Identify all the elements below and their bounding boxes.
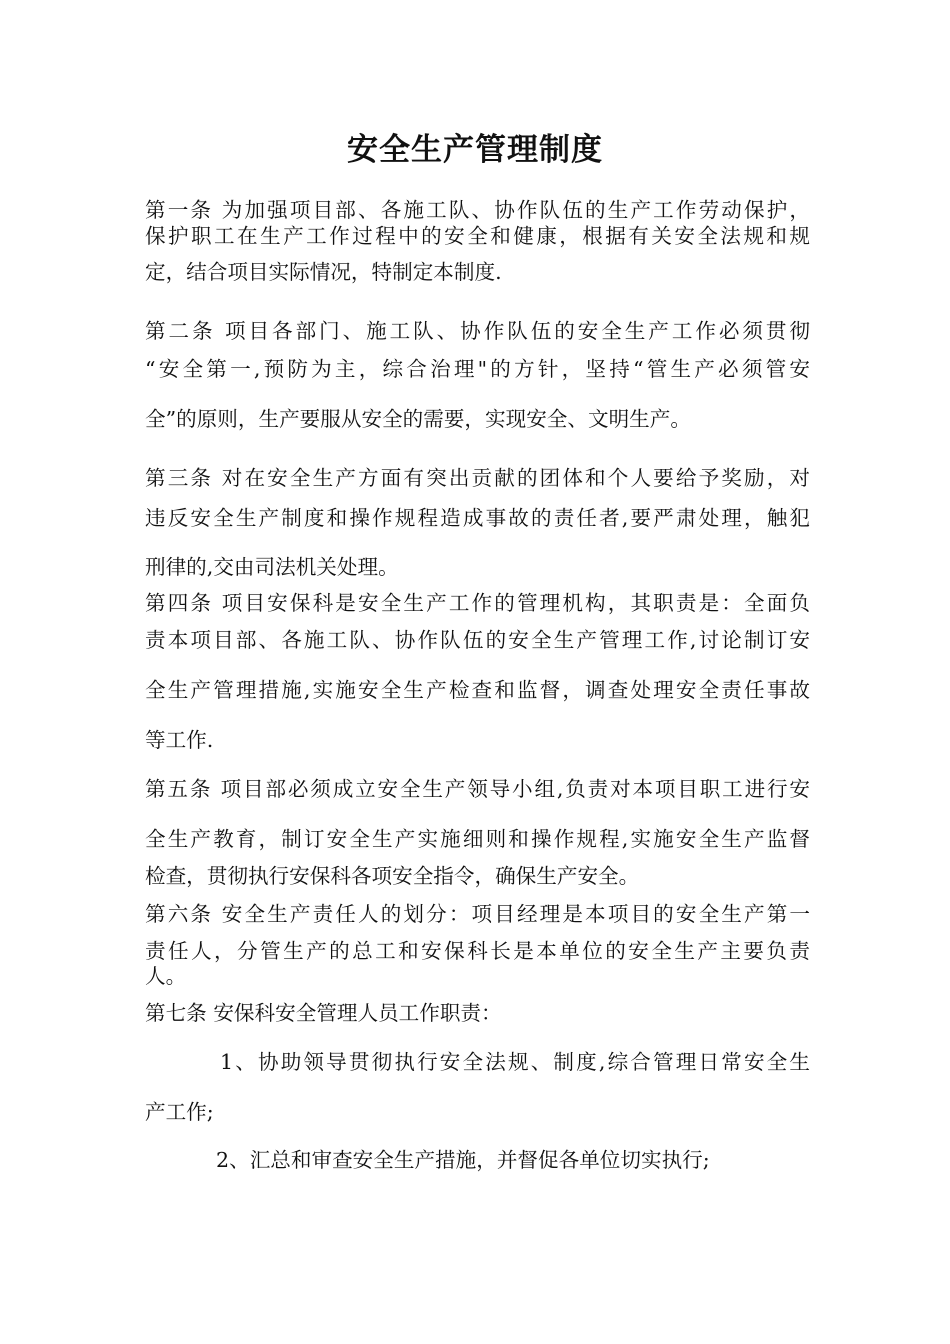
list-item-line: 1、协助领导贯彻执行安全法规、制度,综合管理日常安全生: [220, 1050, 810, 1074]
text-line: 第六条 安全生产责任人的划分：项目经理是本项目的安全生产第一: [145, 902, 810, 926]
text-line: 定，结合项目实际情况，特制定本制度.: [145, 260, 502, 284]
text-line: 人。: [145, 964, 187, 988]
text-line: “安全第一,预防为主，综合治理"的方针，坚持“管生产必须管安: [145, 357, 810, 381]
text-line: 全生产教育，制订安全生产实施细则和操作规程,实施安全生产监督: [145, 827, 810, 851]
text-line: 第七条 安保科安全管理人员工作职责：: [145, 1001, 502, 1025]
text-line: 责本项目部、各施工队、协作队伍的安全生产管理工作,讨论制订安: [145, 628, 810, 652]
text-line: 责任人，分管生产的总工和安保科长是本单位的安全生产主要负责: [145, 939, 810, 963]
list-item-line: 产工作;: [145, 1100, 214, 1124]
text-line: 全”的原则，生产要服从安全的需要，实现安全、文明生产。: [145, 407, 691, 431]
document-title: 安全生产管理制度: [347, 132, 603, 168]
text-line: 刑律的,交由司法机关处理。: [145, 555, 399, 579]
text-line: 第三条 对在安全生产方面有突出贡献的团体和个人要给予奖励，对: [145, 466, 810, 490]
text-line: 违反安全生产制度和操作规程造成事故的责任者,要严肃处理，触犯: [145, 506, 810, 530]
text-line: 全生产管理措施,实施安全生产检查和监督，调查处理安全责任事故: [145, 678, 810, 702]
list-item-line: 2、汇总和审查安全生产措施，并督促各单位切实执行;: [216, 1148, 710, 1172]
text-line: 第一条 为加强项目部、各施工队、协作队伍的生产工作劳动保护，: [145, 198, 810, 222]
text-line: 保护职工在生产工作过程中的安全和健康，根据有关安全法规和规: [145, 224, 810, 248]
text-line: 等工作.: [145, 728, 214, 752]
text-line: 第五条 项目部必须成立安全生产领导小组,负责对本项目职工进行安: [145, 777, 810, 801]
text-line: 检查，贯彻执行安保科各项安全指令，确保生产安全。: [145, 864, 640, 888]
text-line: 第四条 项目安保科是安全生产工作的管理机构，其职责是：全面负: [145, 591, 810, 615]
text-line: 第二条 项目各部门、施工队、协作队伍的安全生产工作必须贯彻: [145, 319, 810, 343]
